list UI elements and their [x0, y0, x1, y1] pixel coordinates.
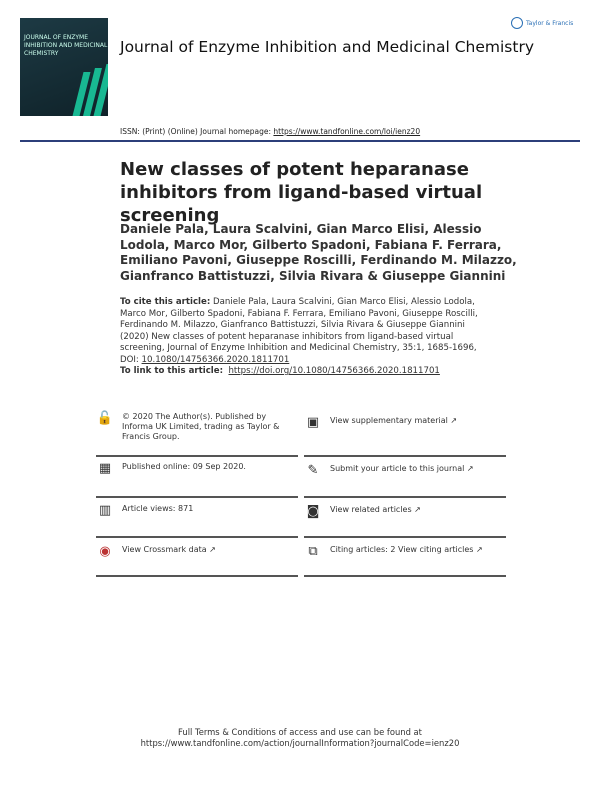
supplementary-icon: ▣ [306, 415, 320, 430]
published-date [96, 462, 298, 476]
footer [0, 727, 600, 749]
doi-link[interactable]: 10.1080/14756366.2020.1811701 [141, 354, 290, 365]
journal-title: Journal of Enzyme Inhibition and Medicinal Chemistry [120, 38, 534, 56]
issn-line [120, 127, 420, 136]
info-text: View Crossmark data ↗ [122, 545, 216, 554]
divider [96, 536, 298, 538]
open-access-icon: 🔓 [96, 411, 114, 426]
crossmark-link[interactable] [96, 545, 298, 559]
info-text: Citing articles: 2 View citing articles ↗ [330, 545, 483, 554]
issn-label: ISSN: (Print) (Online) Journal homepage: [120, 127, 274, 136]
citing-articles-link[interactable] [304, 545, 506, 559]
article-link [120, 366, 440, 376]
calendar-icon: ▦ [98, 461, 112, 476]
related-articles-icon: ◙ [306, 504, 320, 519]
info-text: Article views: 871 [122, 504, 194, 513]
info-text: Published online: 09 Sep 2020. [122, 462, 246, 471]
journal-homepage-link[interactable]: https://www.tandfonline.com/loi/ienz20 [273, 127, 421, 136]
bar-chart-icon: ▥ [98, 503, 112, 518]
info-text: View related articles ↗ [330, 505, 421, 514]
divider [304, 496, 506, 498]
article-authors: Daniele Pala, Laura Scalvini, Gian Marco Elisi, Alessio Lodola, Marco Mor, Gilberto Spadoni, Fabiana F. Ferrara, Emiliano Pavoni, Giuseppe Roscilli, Ferdinando M. Milazzo, Gianfranco Battistuzzi, Silvia Rivara & Giuseppe Giannini [120, 222, 517, 283]
cover-title: JOURNAL OF ENZYME INHIBITION AND MEDICINAL CHEMISTRY [24, 34, 108, 57]
cite-label: To cite this article: [120, 297, 211, 307]
footer-terms: Full Terms & Conditions of access and use can be found at [178, 727, 422, 737]
publisher-logo-icon [511, 17, 523, 29]
cite-text: Daniele Pala, Laura Scalvini, Gian Marco Elisi, Alessio Lodola, Marco Mor, Gilberto Spadoni, Fabiana F. Ferrara, Emiliano Pavoni, Giuseppe Roscilli, Ferdinando M. Milazzo, Gianfranco Battistuzzi, Silvia Rivara & Giuseppe Giannini (2020) New classes of potent heparanase inhibitors from ligand-based virtual screening, Journal of Enzyme Inhibition and Medicinal Chemistry, 35:1, 1685-1696, DOI: [120, 297, 478, 365]
edit-icon: ✎ [307, 463, 319, 478]
info-text: View supplementary material ↗ [330, 416, 458, 425]
link-label: To link to this article: [120, 366, 224, 376]
publisher-name: Taylor & Francis [526, 19, 574, 27]
article-url[interactable]: https://doi.org/10.1080/14756366.2020.1811701 [228, 366, 440, 376]
divider [96, 575, 298, 577]
divider [304, 536, 506, 538]
divider [304, 455, 506, 457]
citation [120, 297, 490, 367]
divider [96, 455, 298, 457]
header-divider [20, 140, 580, 142]
submit-article-link[interactable] [304, 464, 506, 478]
divider [96, 496, 298, 498]
article-views [96, 504, 298, 518]
divider [304, 575, 506, 577]
journal-cover [20, 18, 108, 116]
crossmark-icon: ◉ [99, 544, 111, 559]
footer-url[interactable]: https://www.tandfonline.com/action/journalInformation?journalCode=ienz20 [140, 738, 460, 748]
article-title: New classes of potent heparanase inhibitors from ligand-based virtual screening [120, 159, 483, 226]
info-text: Submit your article to this journal ↗ [330, 464, 474, 473]
publisher-logo[interactable] [511, 17, 573, 29]
citing-articles-icon: ⧉ [308, 544, 318, 559]
info-text: © 2020 The Author(s). Published by Informa UK Limited, trading as Taylor & Francis Group. [122, 412, 280, 441]
supplementary-link[interactable] [304, 416, 506, 430]
open-access-notice [96, 412, 298, 442]
related-articles-link[interactable] [304, 505, 506, 519]
